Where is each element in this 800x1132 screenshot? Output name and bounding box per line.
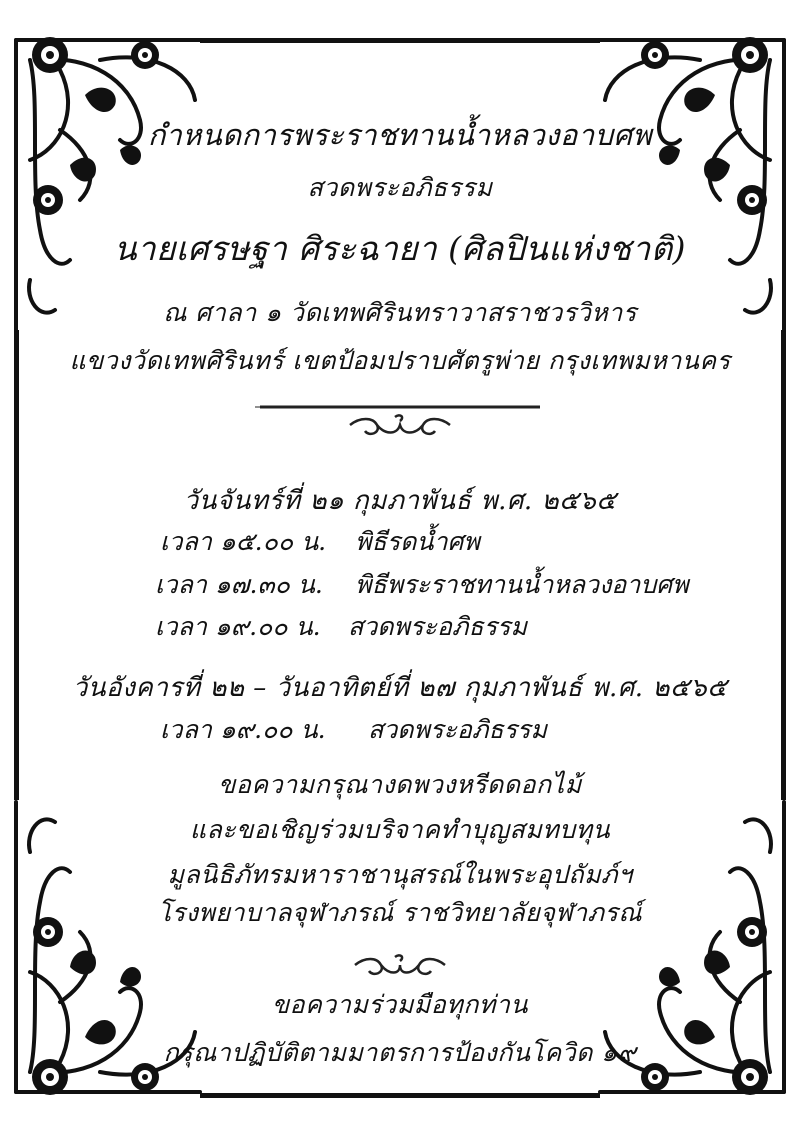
announcement-title: กำหนดการพระราชทานน้ำหลวงอาบศพ <box>147 118 653 152</box>
day1-item3-event: สวดพระอภิธรรม <box>348 612 527 641</box>
day2-item1-event: สวดพระอภิธรรม <box>368 715 547 744</box>
deceased-name: นายเศรษฐา ศิระฉายา (ศิลปินแห่งชาติ) <box>113 229 687 268</box>
day1-item2-time: เวลา ๑๗.๓๐ น. <box>155 570 323 599</box>
border-right-line <box>781 330 786 800</box>
scroll-divider-icon <box>255 395 545 443</box>
day2-date: วันอังคารที่ ๒๒ – วันอาทิตย์ที่ ๒๗ กุมภาพันธ์ พ.ศ. ๒๕๖๕ <box>72 673 728 703</box>
day1-item1-time: เวลา ๑๕.๐๐ น. <box>160 527 327 556</box>
request-line-3: มูลนิธิภัทรมหาราชานุสรณ์ในพระอุปถัมภ์ฯ <box>167 860 633 889</box>
small-scroll-divider-icon <box>345 943 455 979</box>
closing-line-1: ขอความร่วมมือทุกท่าน <box>271 990 529 1019</box>
announcement-subtitle: สวดพระอภิธรรม <box>307 173 493 202</box>
venue-line-2: แขวงวัดเทพศิรินทร์ เขตป้อมปราบศัตรูพ่าย กรุงเทพมหานคร <box>69 346 731 375</box>
border-top-line <box>200 38 600 43</box>
request-line-2: และขอเชิญร่วมบริจาคทำบุญสมทบทุน <box>189 815 611 844</box>
day1-item1-event: พิธีรดน้ำศพ <box>355 527 480 556</box>
request-line-4: โรงพยาบาลจุฬาภรณ์ ราชวิทยาลัยจุฬาภรณ์ <box>157 898 643 927</box>
day1-date: วันจันทร์ที่ ๒๑ กุมภาพันธ์ พ.ศ. ๒๕๖๕ <box>183 486 617 516</box>
request-line-1: ขอความกรุณางดพวงหรีดดอกไม้ <box>218 770 582 799</box>
border-left-line <box>14 330 19 800</box>
closing-line-2: กรุณาปฏิบัติตามมาตรการป้องกันโควิด ๑๙ <box>163 1038 637 1067</box>
day2-item1-time: เวลา ๑๙.๐๐ น. <box>160 715 326 744</box>
border-bottom-line <box>200 1093 600 1098</box>
day1-item3-time: เวลา ๑๙.๐๐ น. <box>155 612 321 641</box>
venue-line-1: ณ ศาลา ๑ วัดเทพศิรินทราวาสราชวรวิหาร <box>163 298 637 327</box>
day1-item2-event: พิธีพระราชทานน้ำหลวงอาบศพ <box>355 570 689 599</box>
